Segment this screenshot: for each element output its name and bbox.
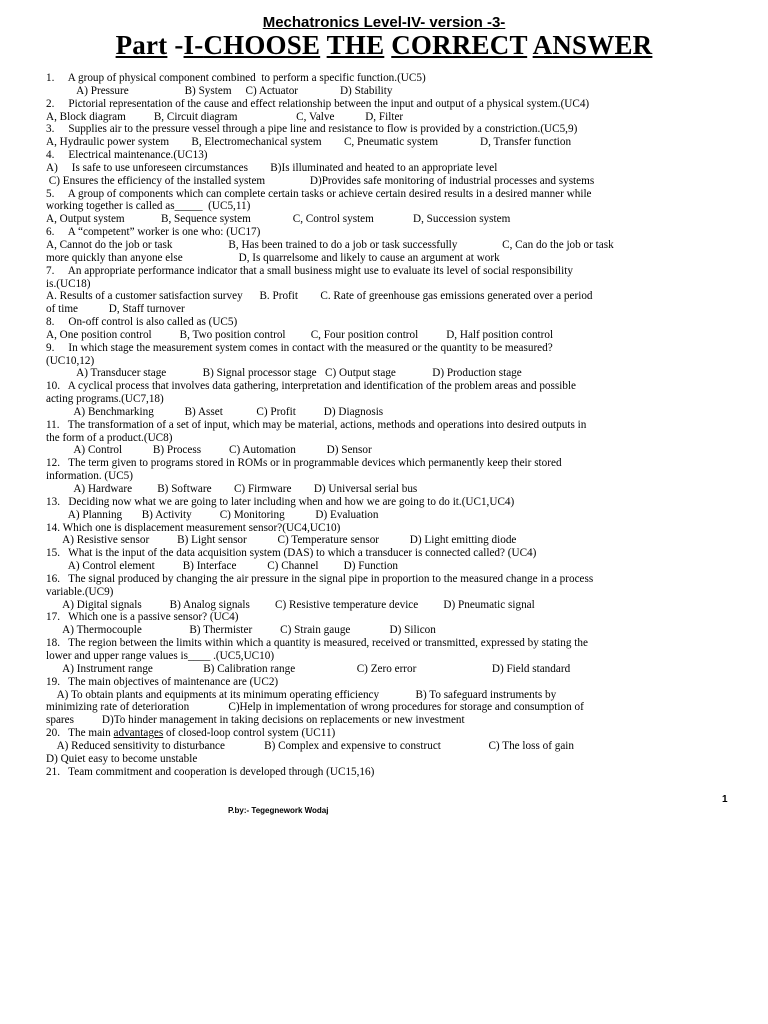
text-line: 2. Pictorial representation of the cause and effect relationship between the input and output of a physical system.(UC4) [46, 97, 590, 110]
text-line: A) Hardware B) Software C) Firmware D) Universal serial bus [46, 483, 418, 495]
text-line: 13. Deciding now what we are going to later including when and how we are going to do it.(UC1,UC4) [46, 495, 515, 508]
text-line: (UC10,12) [46, 354, 95, 367]
title-dash: - [167, 30, 184, 60]
text-line: 7. An appropriate performance indicator that a small business might use to evaluate its level of social responsibility [46, 264, 573, 277]
text-line: is.(UC18) [46, 277, 91, 290]
text-line: 18. The region between the limits within which a quantity is measured, received or transmitted, expressed by stating the [46, 637, 588, 650]
text-line: A) Thermocouple B) Thermister C) Strain gauge D) Silicon [46, 624, 436, 637]
author-credit: P.by:- Tegegnework Wodaj [228, 806, 329, 815]
text-line: 6. A “competent” worker is one who: (UC17) [46, 226, 261, 239]
question-list [46, 72, 730, 778]
text-line: 14. Which one is displacement measurement sensor?(UC4,UC10) [46, 521, 341, 534]
text-line: A) Control element B) Interface C) Channel D) Function [46, 560, 399, 573]
text-line: 21. Team commitment and cooperation is developed through (UC15,16) [46, 765, 375, 778]
text-line: acting programs.(UC7,18) [46, 393, 164, 406]
text-line: of time D, Staff turnover [46, 303, 185, 316]
text-line: lower and upper range values is____ .(UC5,UC10) [46, 649, 275, 662]
page-title [0, 30, 768, 61]
text-line: A) Reduced sensitivity to disturbance B) Complex and expensive to construct C) The loss of gain [46, 739, 575, 752]
text-line: A, Hydraulic power system B, Electromechanical system C, Pneumatic system D, Transfer function [46, 136, 572, 149]
title-correct: CORRECT [391, 30, 528, 60]
text-line: A) Resistive sensor B) Light sensor C) Temperature sensor D) Light emitting diode [46, 534, 517, 547]
text-line: C) Ensures the efficiency of the installed system D)Provides safe monitoring of industrial processes and systems [46, 174, 595, 187]
text-line: 17. Which one is a passive sensor? (UC4) [46, 611, 239, 624]
text-line: 4. Electrical maintenance.(UC13) [46, 149, 208, 162]
text-line: variable.(UC9) [46, 585, 114, 598]
text-line: 12. The term given to programs stored in ROMs or in programmable devices which permanently keep their stored [46, 457, 562, 470]
text-line: A) Planning B) Activity C) Monitoring D) Evaluation [46, 508, 379, 521]
text-line: 10. A cyclical process that involves data gathering, interpretation and identification of the problem areas and possible [46, 380, 577, 393]
text-line: A) To obtain plants and equipments at its minimum operating efficiency B) To safeguard instruments by [46, 688, 557, 701]
text-line: information. (UC5) [46, 470, 133, 483]
text-line: the form of a product.(UC8) [46, 431, 173, 444]
text-line: spares D)To hinder management in taking decisions on replacements or new investment [46, 714, 465, 727]
title-answer: ANSWER [532, 30, 653, 60]
text-line: A) Benchmarking B) Asset C) Profit D) Diagnosis [46, 405, 384, 418]
text-line: D) Quiet easy to become unstable [46, 752, 198, 765]
text-line: A) Control B) Process C) Automation D) Sensor [46, 444, 372, 457]
text-line: A) Digital signals B) Analog signals C) Resistive temperature device D) Pneumatic signal [46, 598, 535, 611]
page-number: 1 [722, 794, 728, 805]
text-line: 20. The main advantages of closed-loop control system (UC11) [46, 727, 336, 740]
text-line: 9. In which stage the measurement system comes in contact with the measured or the quantity to be measured? [46, 341, 553, 354]
text-line: 3. Supplies air to the pressure vessel through a pipe line and resistance to flow is provided by a constriction.(UC5,9) [46, 123, 578, 136]
text-line: A) Instrument range B) Calibration range C) Zero error D) Field standard [46, 662, 571, 675]
text-line: 15. What is the input of the data acquisition system (DAS) to which a transducer is connected called? (UC4) [46, 547, 537, 560]
text-line: A) Is safe to use unforeseen circumstances B)Is illuminated and heated to an appropriate level [46, 161, 498, 174]
text-line: A) Pressure B) System C) Actuator D) Stability [46, 84, 393, 97]
text-line: A. Results of a customer satisfaction survey B. Profit C. Rate of greenhouse gas emissions generated over a period [46, 290, 593, 303]
text-line: 5. A group of components which can complete certain tasks or achieve certain desired results in a desired manner while [46, 187, 592, 200]
document-header: Mechatronics Level-IV- version -3- [262, 14, 506, 31]
text-line: A, Output system B, Sequence system C, Control system D, Succession system [46, 213, 511, 226]
text-line: 11. The transformation of a set of input, which may be material, actions, methods and operations into desired outputs in [46, 418, 587, 431]
text-line: 16. The signal produced by changing the air pressure in the signal pipe in proportion to the measured change in a process [46, 572, 594, 585]
text-line: A) Transducer stage B) Signal processor stage C) Output stage D) Production stage [46, 367, 522, 380]
text-line: 1. A group of physical component combined to perform a specific function.(UC5) [46, 72, 426, 84]
text-line: A, Block diagram B, Circuit diagram C, Valve D, Filter [46, 110, 404, 123]
title-part: Part [115, 30, 168, 60]
text-line: A, One position control B, Two position control C, Four position control D, Half position control [46, 328, 554, 341]
title-choose: CHOOSE [203, 30, 321, 60]
text-line: more quickly than anyone else D, Is quarrelsome and likely to cause an argument at work [46, 251, 500, 264]
title-roman: I- [183, 30, 204, 60]
text-line: 8. On-off control is also called as (UC5) [46, 316, 238, 329]
text-line: A, Cannot do the job or task B, Has been trained to do a job or task successfully C, Can do the job or task [46, 238, 614, 251]
title-the: THE [326, 30, 385, 60]
text-line: 19. The main objectives of maintenance are (UC2) [46, 675, 279, 688]
text-line: minimizing rate of deterioration C)Help in implementation of wrong procedures for storage and consumption of [46, 701, 584, 714]
text-line: working together is called as_____ (UC5,11) [46, 200, 251, 213]
